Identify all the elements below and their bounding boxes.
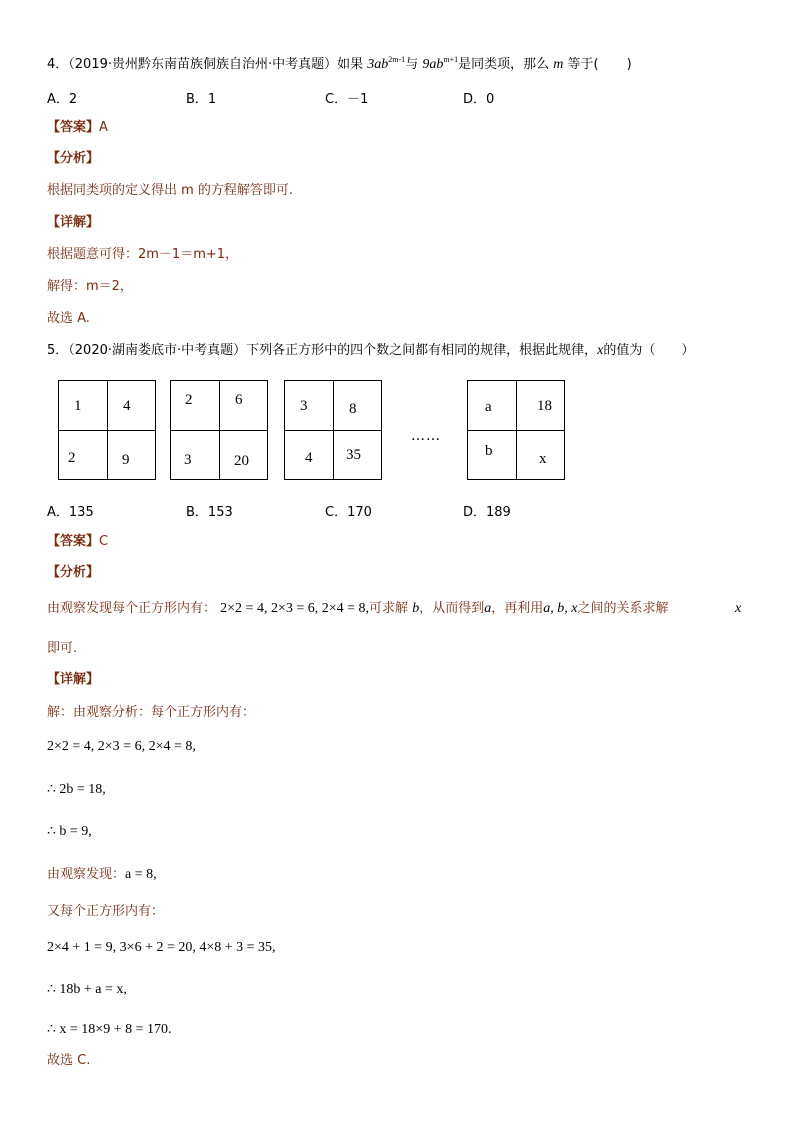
q5-eq-7: ∴ 18b + a = x, xyxy=(47,982,127,997)
q4-option-d: D．0 xyxy=(463,92,495,107)
grid-4-bottom-left: b xyxy=(485,443,493,459)
q5-answer-value: C xyxy=(99,534,109,549)
q5-eq-4: 由观察发现：a = 8, xyxy=(47,867,157,882)
q4-analysis-tag: 【分析】 xyxy=(47,151,100,166)
q5-source: （2020·湖南娄底市·中考真题） xyxy=(68,343,247,358)
grid-4-bottom-right: x xyxy=(539,451,547,467)
q5-option-a: A．135 xyxy=(47,505,94,520)
grid-4-top-right: 18 xyxy=(537,398,552,414)
q4-term1-exponent: 2m-1 xyxy=(388,55,406,64)
q5-stem-end: 的值为（ ） xyxy=(603,343,695,358)
q4-answer-value: A xyxy=(99,120,108,135)
q5-analysis-math: 2×2 = 4, 2×3 = 6, 2×4 = 8, xyxy=(220,601,370,616)
q5-stem xyxy=(47,342,694,360)
grid-1-top-right: 4 xyxy=(123,398,131,414)
q5-eq-4-math: a = 8, xyxy=(125,867,157,882)
q5-conclusion: 故选 C. xyxy=(47,1053,91,1068)
q5-eq-8: ∴ x = 18×9 + 8 = 170. xyxy=(47,1022,172,1037)
q5-grid-1 xyxy=(58,380,156,480)
q5-eq-2: ∴ 2b = 18, xyxy=(47,782,106,797)
q4-term2: $9ab^{m+1}$ xyxy=(422,55,459,72)
q4-detail-line-2: 解得：m＝2， xyxy=(47,279,133,294)
q5-analysis-line-2: 即可. xyxy=(47,641,78,656)
grid-2-bottom-right: 20 xyxy=(234,453,249,469)
q5-detail-intro: 解：由观察分析：每个正方形内有： xyxy=(47,705,256,720)
q4-stem-text-b: 与 xyxy=(405,57,419,72)
q4-stem-text-c: 是同类项，那么 xyxy=(458,57,550,72)
grid-1-bottom-left: 2 xyxy=(68,450,76,466)
q5-analysis-var-b: b xyxy=(412,601,420,616)
q5-analysis-tag: 【分析】 xyxy=(47,565,100,580)
grid-3-bottom-left: 4 xyxy=(305,450,313,466)
q5-stem-text: 下列各正方形中的四个数之间都有相同的规律，根据此规律， xyxy=(246,343,598,358)
q5-analysis-var-x: x xyxy=(735,601,742,616)
grid-2-bottom-left: 3 xyxy=(184,452,192,468)
q4-stem-text-d: 等于( xyxy=(567,57,599,72)
q4-var-m: m xyxy=(553,57,564,72)
grid-3-top-left: 3 xyxy=(300,398,308,414)
q5-ellipsis: …… xyxy=(411,428,441,444)
q4-answer xyxy=(47,119,108,137)
q5-analysis-vars: a, b, x xyxy=(543,601,578,616)
q5-detail-tag: 【详解】 xyxy=(47,672,100,687)
q5-grid-2 xyxy=(170,380,268,480)
q5-eq-6: 2×4 + 1 = 9, 3×6 + 2 = 20, 4×8 + 3 = 35, xyxy=(47,940,276,955)
q5-option-c: C．170 xyxy=(325,505,372,520)
q5-number: 5． xyxy=(47,343,69,358)
q5-answer xyxy=(47,533,108,551)
q5-eq-5: 又每个正方形内有： xyxy=(47,904,165,919)
q5-var-x: x xyxy=(597,343,604,358)
q4-answer-tag: 【答案】 xyxy=(47,120,100,135)
q4-detail-tag: 【详解】 xyxy=(47,215,100,230)
q4-option-b: B．1 xyxy=(186,92,217,107)
q5-analysis-line-1: 由观察发现每个正方形内有： 2×2 = 4, 2×3 = 6, 2×4 = 8,可求解 b，从而得到a，再利用a, b, x之间的关系求解 xyxy=(47,601,669,616)
q5-answer-tag: 【答案】 xyxy=(47,534,100,549)
q5-option-d: D．189 xyxy=(463,505,511,520)
grid-2-top-right: 6 xyxy=(235,392,243,408)
grid-1-bottom-right: 9 xyxy=(122,452,130,468)
q5-analysis-var-a: a xyxy=(484,601,492,616)
q4-detail-line-1: 根据题意可得：2m－1＝m+1， xyxy=(47,247,239,262)
q5-eq-1: 2×2 = 4, 2×3 = 6, 2×4 = 8, xyxy=(47,739,196,754)
q4-term1: $3ab^{2m-1}$ xyxy=(367,55,406,72)
q5-grid-4 xyxy=(467,380,565,480)
grid-3-bottom-right: 35 xyxy=(346,447,361,463)
grid-3-top-right: 8 xyxy=(349,401,357,417)
q4-analysis-text: 根据同类项的定义得出 m 的方程解答即可. xyxy=(47,183,294,198)
q5-grid-3 xyxy=(284,380,382,480)
q5-option-b: B．153 xyxy=(186,505,233,520)
q4-option-c: C．－1 xyxy=(325,92,369,107)
q4-source: （2019·贵州黔东南苗族侗族自治州·中考真题） xyxy=(68,57,338,72)
grid-4-top-left: a xyxy=(485,399,492,415)
q4-option-a: A．2 xyxy=(47,92,78,107)
q4-number: 4． xyxy=(47,57,69,72)
q4-stem-text-a: 如果 xyxy=(337,57,364,72)
q4-term2-exponent: m+1 xyxy=(443,55,459,64)
q4-detail-line-3: 故选 A. xyxy=(47,311,90,326)
q4-stem-end: ) xyxy=(626,57,632,72)
q5-eq-3: ∴ b = 9, xyxy=(47,824,92,839)
grid-2-top-left: 2 xyxy=(185,392,193,408)
q4-stem xyxy=(47,56,632,74)
grid-1-top-left: 1 xyxy=(74,398,82,414)
